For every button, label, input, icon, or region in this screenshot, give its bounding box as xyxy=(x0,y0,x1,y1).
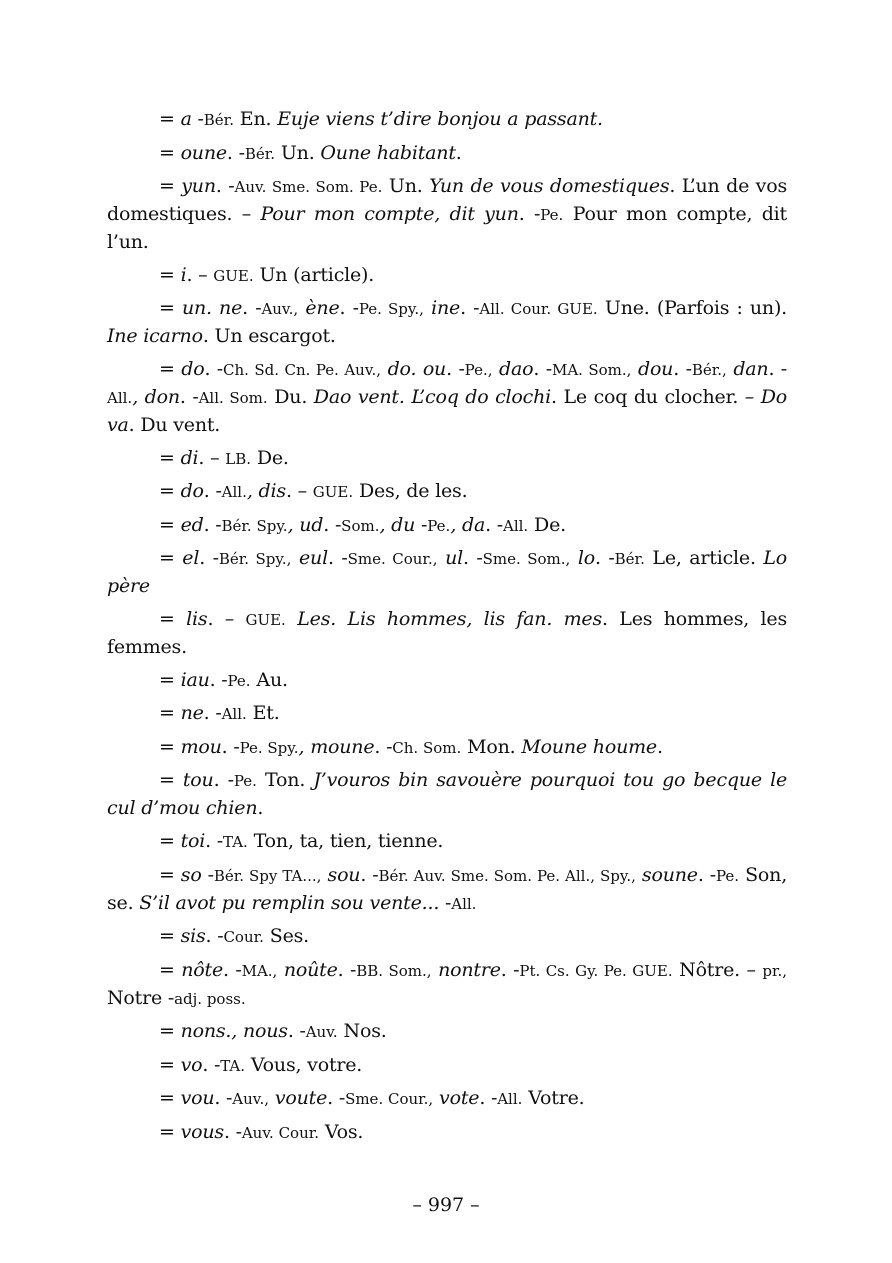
dialect-form: , du xyxy=(379,513,416,536)
dialect-form: lo xyxy=(577,547,596,570)
dialect-form: sis xyxy=(180,925,206,948)
dialect-form: ène xyxy=(305,297,340,320)
dialect-form: do xyxy=(181,357,205,380)
dialect-form: Pour mon compte, dit yun xyxy=(260,203,519,226)
region-abbreviation: Pe. xyxy=(715,866,740,885)
region-abbreviation: Pe. xyxy=(540,206,564,225)
dialect-form: , moune xyxy=(298,735,375,758)
region-abbreviation: BB. Som., xyxy=(356,961,432,980)
region-abbreviation: adj. poss. xyxy=(174,989,246,1008)
region-abbreviation: Pe. xyxy=(427,516,451,535)
entry-text: = xyxy=(159,1087,181,1110)
dialect-form: nons., nous xyxy=(180,1020,288,1043)
dictionary-entry xyxy=(107,767,787,822)
entry-text: Votre. xyxy=(522,1087,585,1110)
entry-text: . – xyxy=(207,607,246,630)
entry-text: . - xyxy=(323,513,342,536)
entry-text: . - xyxy=(205,925,224,948)
dialect-form: , da xyxy=(450,513,486,536)
entry-text: . - xyxy=(179,385,199,408)
entry-text: . - xyxy=(199,547,219,570)
entry-text: . Les hommes, les femmes. xyxy=(107,607,787,658)
entry-text: . Le coq du clocher. – xyxy=(551,385,761,408)
region-abbreviation: GUE. xyxy=(245,610,286,629)
dictionary-entry xyxy=(107,106,787,134)
page-number: – 997 – xyxy=(412,1194,480,1216)
region-abbreviation: TA. xyxy=(223,832,248,851)
dictionary-entry xyxy=(107,734,787,762)
dialect-form: , dis xyxy=(246,480,286,503)
entry-text: . - xyxy=(203,480,222,503)
region-abbreviation: Pe. Spy. xyxy=(239,738,299,757)
entry-text: . – xyxy=(186,263,214,286)
entry-text: . - xyxy=(204,357,224,380)
dictionary-entry xyxy=(107,356,787,439)
entry-text: - xyxy=(191,108,204,130)
entry-text: Nos. xyxy=(337,1020,387,1043)
region-abbreviation: All. xyxy=(451,894,477,913)
region-abbreviation: Sme. Cour., xyxy=(347,550,438,569)
dialect-form: a xyxy=(180,108,192,130)
dialect-form: ine xyxy=(431,297,461,320)
entry-text: = xyxy=(159,1121,181,1144)
dialect-form: Oune habitant xyxy=(320,141,456,164)
dictionary-entry xyxy=(107,512,787,540)
entry-text: = xyxy=(159,668,181,691)
entry-text: Une. (Parfois : un). xyxy=(597,297,788,320)
entry-text: . - xyxy=(223,1121,242,1144)
entry-text: . - xyxy=(221,735,240,758)
dialect-form: Ine icarno xyxy=(107,325,203,348)
entry-text: . - xyxy=(337,958,357,981)
entry-text: = xyxy=(159,141,181,164)
dialect-form: nontre xyxy=(438,958,501,981)
entry-text: . - xyxy=(446,357,465,380)
entry-text: Ses. xyxy=(263,925,310,948)
entry-text: = xyxy=(159,607,187,630)
entry-text: . - xyxy=(673,357,692,380)
entry-text: . - xyxy=(374,735,393,758)
entry-text: - xyxy=(439,891,452,914)
entry-text: De. xyxy=(528,513,566,536)
region-abbreviation: Pe. xyxy=(227,671,251,690)
dialect-form: iau xyxy=(180,668,210,691)
dictionary-page-body xyxy=(107,106,787,1153)
region-abbreviation: Bér. xyxy=(244,144,276,163)
dictionary-entry xyxy=(107,1052,787,1080)
entry-text: . - xyxy=(205,829,224,852)
dialect-form: , don xyxy=(132,385,180,408)
dialect-form: do xyxy=(180,480,204,503)
entry-text: Notre - xyxy=(107,986,175,1009)
region-abbreviation: GUE. xyxy=(312,483,354,502)
entry-text: . xyxy=(656,735,663,758)
dialect-form: ed xyxy=(180,513,204,536)
dictionary-entry xyxy=(107,140,787,168)
region-abbreviation: Pe. xyxy=(233,772,257,791)
dialect-form: S’il avot pu remplin sou vente... xyxy=(139,891,440,914)
dialect-form: sou xyxy=(327,863,361,886)
region-abbreviation: All. Cour. GUE. xyxy=(479,300,598,319)
entry-text: = xyxy=(159,108,181,130)
entry-text: . - xyxy=(479,1087,498,1110)
region-abbreviation: Auv. Sme. Som. Pe. xyxy=(234,178,383,197)
region-abbreviation: Som. xyxy=(341,516,380,535)
entry-text: Son, se. xyxy=(107,863,788,914)
dialect-form: J’vouros bin savouère pourquoi tou go becque le cul d’mou chien xyxy=(107,769,788,820)
region-abbreviation: Cour. xyxy=(223,928,264,947)
dialect-form: vo xyxy=(180,1053,203,1076)
dictionary-entry xyxy=(107,1085,787,1113)
dialect-form: mou xyxy=(180,735,222,758)
entry-text: Un (article). xyxy=(253,263,375,286)
region-abbreviation: pr., xyxy=(762,961,788,980)
entry-text: = xyxy=(159,357,182,380)
entry-text xyxy=(286,608,297,630)
dialect-form: Yun de vous domestiques xyxy=(429,175,670,198)
entry-text: = xyxy=(159,769,183,792)
dialect-form: dou xyxy=(637,357,674,380)
dialect-form: Moune houme xyxy=(521,735,657,758)
region-abbreviation: MA., xyxy=(241,961,278,980)
entry-text: = xyxy=(159,1020,181,1043)
region-abbreviation: Bér. Spy TA..., xyxy=(213,866,322,885)
dialect-form: vote xyxy=(439,1087,480,1110)
entry-text: = xyxy=(159,735,181,758)
dialect-form: soune xyxy=(641,863,698,886)
entry-text: . – xyxy=(198,446,226,469)
entry-text: . - xyxy=(327,1087,346,1110)
region-abbreviation: Auv., xyxy=(261,300,299,319)
dictionary-entry xyxy=(107,923,787,951)
region-abbreviation: Pe. Spy., xyxy=(358,300,424,319)
dialect-form: eul xyxy=(299,547,328,570)
dialect-form: Euje viens t’dire bonjou a passant. xyxy=(277,108,603,130)
entry-text: Ton, ta, tien, tienne. xyxy=(247,829,444,852)
entry-text: En. xyxy=(233,108,278,130)
region-abbreviation: TA. xyxy=(220,1056,246,1075)
region-abbreviation: GUE. xyxy=(213,266,254,285)
dialect-form: nôte xyxy=(181,958,224,981)
dictionary-entry xyxy=(107,545,787,600)
entry-text: Et. xyxy=(246,702,280,725)
entry-text: . - xyxy=(287,1020,306,1043)
dialect-form: oune xyxy=(180,141,227,164)
region-abbreviation: Pt. Cs. Gy. Pe. GUE. xyxy=(519,961,673,980)
entry-text: . - xyxy=(209,668,228,691)
dialect-form: ul xyxy=(445,547,463,570)
entry-text: Mon. xyxy=(461,735,522,758)
region-abbreviation: Bér., xyxy=(691,360,727,379)
region-abbreviation: All. xyxy=(221,483,247,502)
entry-text: . L’un de vos domestiques. – xyxy=(107,175,787,226)
entry-text: = xyxy=(159,958,182,981)
entry-text: Un. xyxy=(275,141,321,164)
entry-text: = xyxy=(159,480,181,503)
entry-text: . - xyxy=(202,1053,221,1076)
entry-text: . Un escargot. xyxy=(202,325,336,348)
region-abbreviation: Ch. Sd. Cn. Pe. Auv., xyxy=(223,360,382,379)
region-abbreviation: Ch. Som. xyxy=(392,738,462,757)
entry-text: . xyxy=(455,141,462,164)
entry-text: Au. xyxy=(250,668,288,691)
entry-text: . – xyxy=(285,480,313,503)
entry-text xyxy=(437,547,445,569)
region-abbreviation: All. xyxy=(503,516,529,535)
dialect-form: ne xyxy=(180,702,204,725)
dictionary-entry xyxy=(107,262,787,290)
entry-text: Nôtre. – xyxy=(672,958,763,981)
entry-text: . - xyxy=(223,958,242,981)
dialect-form: Les. Lis hommes, lis fan. mes xyxy=(297,607,603,630)
dictionary-entry xyxy=(107,700,787,728)
dictionary-entry xyxy=(107,478,787,506)
region-abbreviation: Auv., xyxy=(232,1090,270,1109)
dialect-form: Lo père xyxy=(107,547,788,598)
entry-text: . - xyxy=(226,141,245,164)
entry-text: Le, article. xyxy=(644,547,764,570)
entry-text: = xyxy=(159,829,181,852)
entry-text xyxy=(291,547,299,569)
dialect-form: i xyxy=(180,263,187,286)
dialect-form: yun xyxy=(181,175,216,198)
region-abbreviation: Bér. Auv. Sme. Som. Pe. All., Spy., xyxy=(378,866,636,885)
entry-text: - xyxy=(415,513,428,536)
dialect-form: so xyxy=(180,863,202,886)
dictionary-entry xyxy=(107,1119,787,1147)
entry-text: . - xyxy=(214,1087,233,1110)
dictionary-entry xyxy=(107,862,787,918)
region-abbreviation: Auv. xyxy=(305,1023,338,1042)
region-abbreviation: Sme. Cour., xyxy=(345,1090,434,1109)
entry-text: De. xyxy=(251,446,289,469)
entry-text: = xyxy=(159,702,181,725)
entry-text: . Du vent. xyxy=(128,413,221,436)
entry-text: Des, de les. xyxy=(353,480,468,503)
entry-text: = xyxy=(159,863,181,886)
dictionary-entry xyxy=(107,667,787,695)
entry-text: = xyxy=(159,297,182,320)
entry-text: = xyxy=(159,925,181,948)
entry-text: = xyxy=(159,547,183,570)
entry-text: . - xyxy=(768,357,788,380)
region-abbreviation: All. xyxy=(497,1090,523,1109)
region-abbreviation: MA. Som., xyxy=(551,360,632,379)
entry-text: Vous, votre. xyxy=(245,1053,363,1076)
entry-text: . - xyxy=(360,863,379,886)
entry-text: . - xyxy=(462,547,483,570)
region-abbreviation: Bér. Spy. xyxy=(221,516,288,535)
dictionary-entry xyxy=(107,173,787,256)
dialect-form: di xyxy=(180,446,199,469)
entry-text: Pour mon compte, dit l’un. xyxy=(107,203,787,254)
dictionary-entry xyxy=(107,606,787,661)
dialect-form: noûte xyxy=(283,958,338,981)
dialect-form: el xyxy=(182,547,200,570)
region-abbreviation: Auv. Cour. xyxy=(241,1124,320,1143)
dialect-form: toi xyxy=(180,829,206,852)
region-abbreviation: Bér. xyxy=(614,550,645,569)
entry-text: . xyxy=(257,797,264,820)
region-abbreviation: All. xyxy=(221,705,247,724)
entry-text: . - xyxy=(215,175,235,198)
entry-text: . - xyxy=(327,547,348,570)
entry-text: . - xyxy=(500,958,520,981)
entry-text: Ton. xyxy=(256,769,314,792)
entry-text: = xyxy=(159,175,182,198)
entry-text: - xyxy=(201,863,214,886)
region-abbreviation: Pe., xyxy=(464,360,493,379)
dialect-form: un. ne xyxy=(181,297,243,320)
entry-text: Vos. xyxy=(319,1121,364,1144)
region-abbreviation: All. xyxy=(107,388,133,407)
entry-text xyxy=(570,547,578,569)
entry-text: = xyxy=(159,1053,181,1076)
entry-text: . - xyxy=(460,297,480,320)
region-abbreviation: LB. xyxy=(225,449,251,468)
entry-text: . - xyxy=(339,297,359,320)
dialect-form: vou xyxy=(180,1087,215,1110)
dictionary-entry xyxy=(107,295,787,350)
entry-text: . - xyxy=(203,702,222,725)
entry-text: Du. xyxy=(267,385,314,408)
entry-text: . - xyxy=(533,357,552,380)
region-abbreviation: All. Som. xyxy=(198,388,268,407)
entry-text: = xyxy=(159,263,181,286)
entry-text: . - xyxy=(518,203,541,226)
dictionary-entry xyxy=(107,957,787,1013)
entry-text: . - xyxy=(203,513,222,536)
dialect-form: tou xyxy=(182,769,214,792)
entry-text: . - xyxy=(595,547,615,570)
dialect-form: dao xyxy=(499,357,534,380)
entry-text: = xyxy=(159,446,181,469)
entry-text: . - xyxy=(242,297,262,320)
entry-text: . - xyxy=(697,863,716,886)
dialect-form: lis xyxy=(186,607,208,630)
dictionary-entry xyxy=(107,445,787,473)
entry-text: = xyxy=(159,513,181,536)
region-abbreviation: Bér. xyxy=(203,111,234,129)
region-abbreviation: Bér. Spy., xyxy=(218,550,292,569)
dialect-form: dan xyxy=(733,357,769,380)
dictionary-entry xyxy=(107,1018,787,1046)
entry-text: Un. xyxy=(382,175,430,198)
dialect-form: Dao vent. L’coq do clochi xyxy=(313,385,552,408)
entry-text: . - xyxy=(213,769,234,792)
region-abbreviation: Sme. Som., xyxy=(482,550,571,569)
dialect-form: vous xyxy=(180,1121,224,1144)
dialect-form: , ud xyxy=(287,513,324,536)
entry-text: . - xyxy=(485,513,503,536)
dictionary-entry xyxy=(107,828,787,856)
dialect-form: do. ou xyxy=(387,357,447,380)
dialect-form: voute xyxy=(274,1087,328,1110)
dialect-form: Do va xyxy=(107,385,787,436)
